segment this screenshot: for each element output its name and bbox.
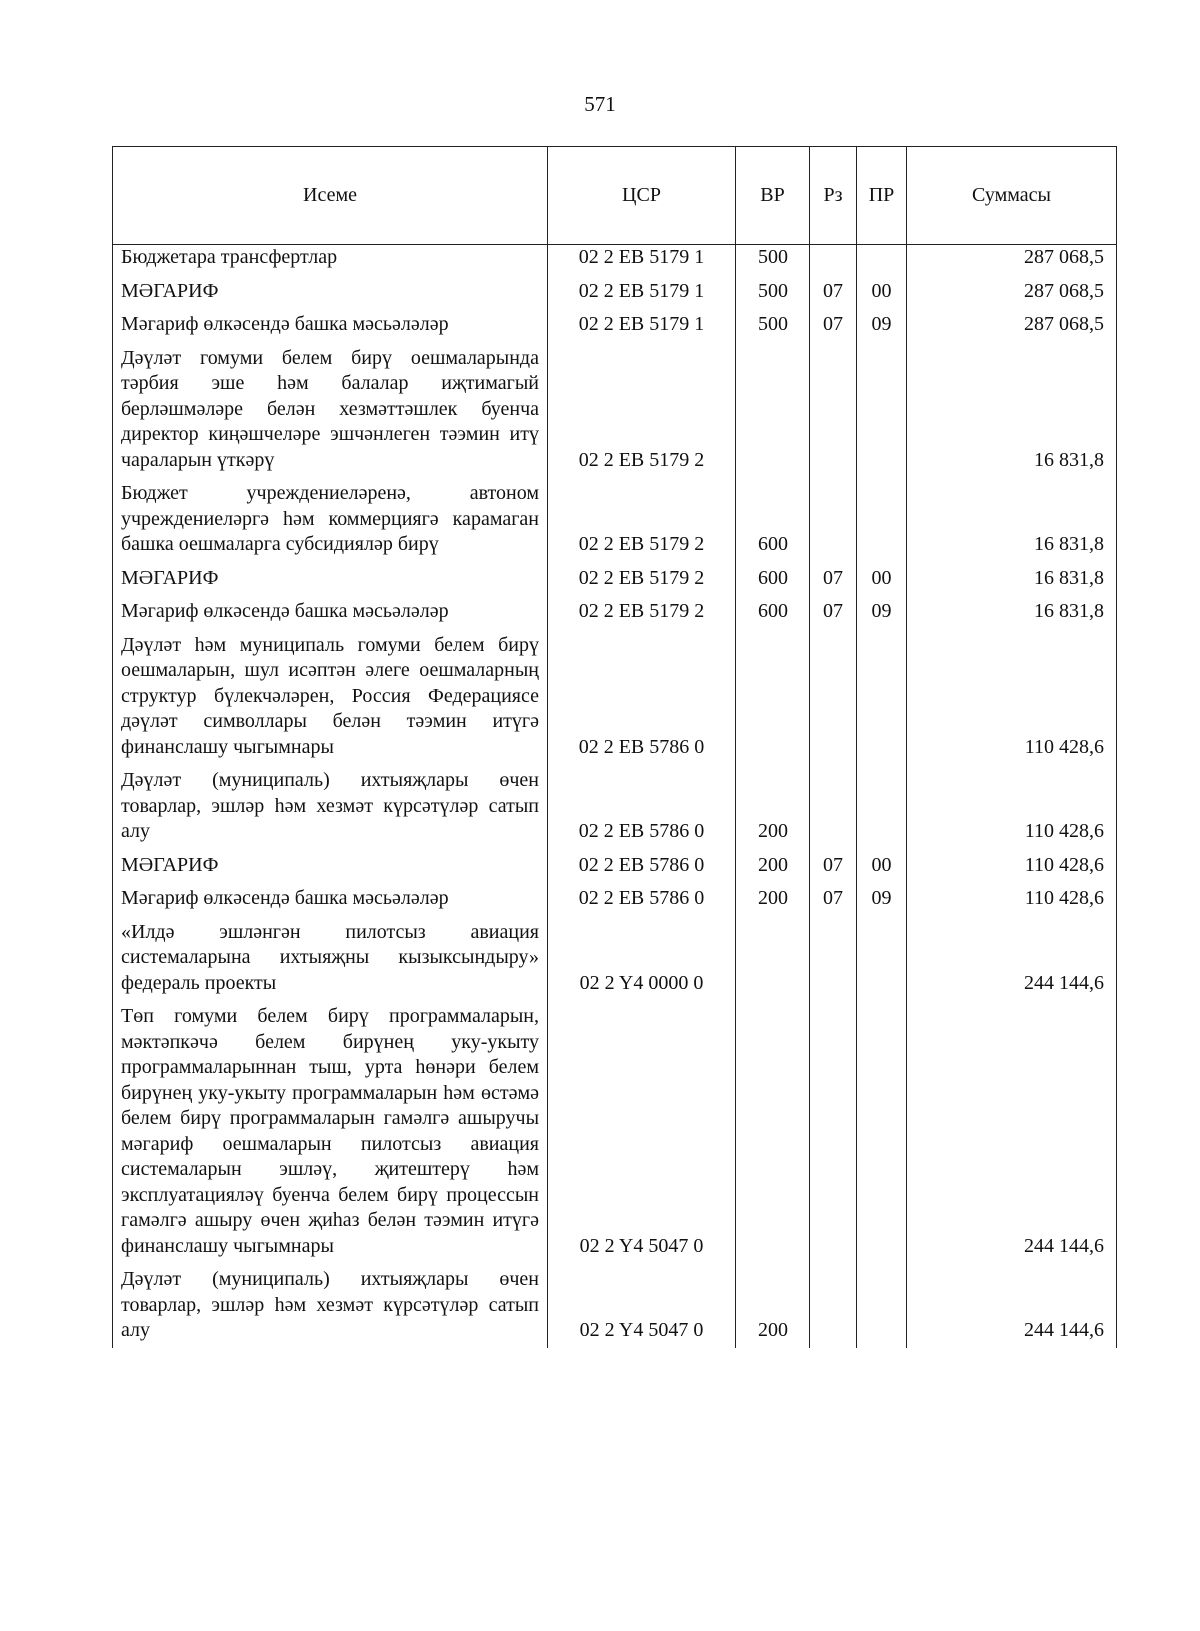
- row-csr: 02 2 ЕВ 5179 1: [548, 275, 736, 309]
- row-pr: [857, 629, 907, 765]
- table-row: [113, 1000, 1117, 1263]
- row-rz: [810, 764, 857, 849]
- row-pr: 00: [857, 849, 907, 883]
- row-name: Мәгариф өлкәсендә башка мәсьәләләр: [113, 882, 548, 916]
- row-rz: 07: [810, 882, 857, 916]
- row-vr: 600: [736, 595, 810, 629]
- table-row: [113, 849, 1117, 883]
- row-csr: 02 2 ЕВ 5179 1: [548, 245, 736, 275]
- row-sum: 16 831,8: [907, 342, 1117, 478]
- header-name: Исеме: [113, 147, 548, 245]
- row-csr: 02 2 ЕВ 5786 0: [548, 849, 736, 883]
- table-row: [113, 275, 1117, 309]
- row-name: Мәгариф өлкәсендә башка мәсьәләләр: [113, 308, 548, 342]
- row-sum: 16 831,8: [907, 477, 1117, 562]
- row-name: МӘГАРИФ: [113, 849, 548, 883]
- row-csr: 02 2 ЕВ 5179 1: [548, 308, 736, 342]
- row-rz: [810, 1000, 857, 1263]
- row-name: «Илдә эшләнгән пилотсыз авиация системаларына ихтыяҗны кызыксындыру» федераль проекты: [113, 916, 548, 1001]
- row-name: Төп гомуми белем бирү программаларын, мәктәпкәчә белем бирүнең уку-укыту программаларыннан тыш, урта һөнәри белем бирүнең уку-укыту программаларын һәм өстәмә белем бирү программаларын гамәлгә ашыручы мәгариф оешмаларын пилотсыз авиация системаларын эшләү, җитештерү һәм эксплуатацияләү буенча белем бирү процессын гамәлгә ашыру өчен җиһаз белән тәэмин итүгә финанслашу чыгымнары: [113, 1000, 548, 1263]
- row-csr: 02 2 ЕВ 5179 2: [548, 342, 736, 478]
- header-rz: Рз: [810, 147, 857, 245]
- row-pr: 00: [857, 562, 907, 596]
- row-rz: 07: [810, 849, 857, 883]
- row-vr: 200: [736, 1263, 810, 1348]
- row-vr: 500: [736, 245, 810, 275]
- budget-table: [112, 146, 1117, 1348]
- row-pr: [857, 342, 907, 478]
- table-row: [113, 595, 1117, 629]
- table-row: [113, 308, 1117, 342]
- row-pr: 00: [857, 275, 907, 309]
- row-pr: 09: [857, 882, 907, 916]
- row-rz: [810, 245, 857, 275]
- row-rz: 07: [810, 595, 857, 629]
- table-row: [113, 629, 1117, 765]
- page-number: 571: [584, 92, 616, 116]
- row-pr: [857, 1000, 907, 1263]
- table-row: [113, 342, 1117, 478]
- row-sum: 110 428,6: [907, 629, 1117, 765]
- row-rz: [810, 477, 857, 562]
- row-vr: [736, 342, 810, 478]
- table-row: [113, 1263, 1117, 1348]
- row-name: Дәүләт (муниципаль) ихтыяҗлары өчен товарлар, эшләр һәм хезмәт күрсәтүләр сатып алу: [113, 1263, 548, 1348]
- row-name: МӘГАРИФ: [113, 275, 548, 309]
- row-rz: [810, 916, 857, 1001]
- table-header-row: [113, 147, 1117, 245]
- row-csr: 02 2 ЕВ 5179 2: [548, 562, 736, 596]
- row-sum: 244 144,6: [907, 1000, 1117, 1263]
- table-row: [113, 245, 1117, 275]
- row-csr: 02 2 ЕВ 5786 0: [548, 629, 736, 765]
- row-rz: [810, 342, 857, 478]
- row-name: Бюджетара трансфертлар: [113, 245, 548, 275]
- row-rz: 07: [810, 308, 857, 342]
- row-vr: [736, 629, 810, 765]
- row-vr: 600: [736, 562, 810, 596]
- row-sum: 244 144,6: [907, 1263, 1117, 1348]
- row-csr: 02 2 ЕВ 5786 0: [548, 882, 736, 916]
- row-pr: [857, 916, 907, 1001]
- row-rz: [810, 629, 857, 765]
- table-row: [113, 882, 1117, 916]
- row-csr: 02 2 Y4 5047 0: [548, 1000, 736, 1263]
- header-pr: ПР: [857, 147, 907, 245]
- row-csr: 02 2 ЕВ 5179 2: [548, 595, 736, 629]
- row-vr: 500: [736, 308, 810, 342]
- row-csr: 02 2 ЕВ 5179 2: [548, 477, 736, 562]
- row-rz: 07: [810, 275, 857, 309]
- row-vr: 200: [736, 849, 810, 883]
- header-vr: ВР: [736, 147, 810, 245]
- row-name: МӘГАРИФ: [113, 562, 548, 596]
- table-row: [113, 562, 1117, 596]
- row-vr: 200: [736, 764, 810, 849]
- row-pr: [857, 477, 907, 562]
- row-name: Бюджет учреждениеләренә, автоном учреждениеләргә һәм коммерциягә карамаган башка оешмаларга субсидияләр бирү: [113, 477, 548, 562]
- row-name: Мәгариф өлкәсендә башка мәсьәләләр: [113, 595, 548, 629]
- row-sum: 110 428,6: [907, 764, 1117, 849]
- header-sum: Суммасы: [907, 147, 1117, 245]
- row-vr: [736, 916, 810, 1001]
- row-sum: 287 068,5: [907, 245, 1117, 275]
- header-csr: ЦСР: [548, 147, 736, 245]
- table-row: [113, 764, 1117, 849]
- row-rz: 07: [810, 562, 857, 596]
- table-body: [113, 245, 1117, 1348]
- row-sum: 16 831,8: [907, 562, 1117, 596]
- row-sum: 287 068,5: [907, 275, 1117, 309]
- row-name: Дәүләт һәм муниципаль гомуми белем бирү оешмаларын, шул исәптән әлеге оешмаларның структур бүлекчәләрен, Россия Федерациясе дәүләт символлары белән тәэмин итүгә финанслашу чыгымнары: [113, 629, 548, 765]
- row-sum: 287 068,5: [907, 308, 1117, 342]
- row-pr: [857, 245, 907, 275]
- row-vr: 500: [736, 275, 810, 309]
- row-csr: 02 2 Y4 0000 0: [548, 916, 736, 1001]
- row-pr: [857, 1263, 907, 1348]
- row-sum: 110 428,6: [907, 849, 1117, 883]
- row-rz: [810, 1263, 857, 1348]
- row-vr: 200: [736, 882, 810, 916]
- table-row: [113, 916, 1117, 1001]
- row-pr: 09: [857, 595, 907, 629]
- row-pr: 09: [857, 308, 907, 342]
- row-csr: 02 2 ЕВ 5786 0: [548, 764, 736, 849]
- table-row: [113, 477, 1117, 562]
- row-vr: 600: [736, 477, 810, 562]
- row-sum: 244 144,6: [907, 916, 1117, 1001]
- row-name: Дәүләт гомуми белем бирү оешмаларында тәрбия эше һәм балалар иҗтимагый берләшмәләре белән хезмәттәшлек буенча директор киңәшчеләре эшчәнлеген тәэмин итү чараларын үткәрү: [113, 342, 548, 478]
- row-sum: 110 428,6: [907, 882, 1117, 916]
- row-name: Дәүләт (муниципаль) ихтыяҗлары өчен товарлар, эшләр һәм хезмәт күрсәтүләр сатып алу: [113, 764, 548, 849]
- row-sum: 16 831,8: [907, 595, 1117, 629]
- row-pr: [857, 764, 907, 849]
- row-vr: [736, 1000, 810, 1263]
- row-csr: 02 2 Y4 5047 0: [548, 1263, 736, 1348]
